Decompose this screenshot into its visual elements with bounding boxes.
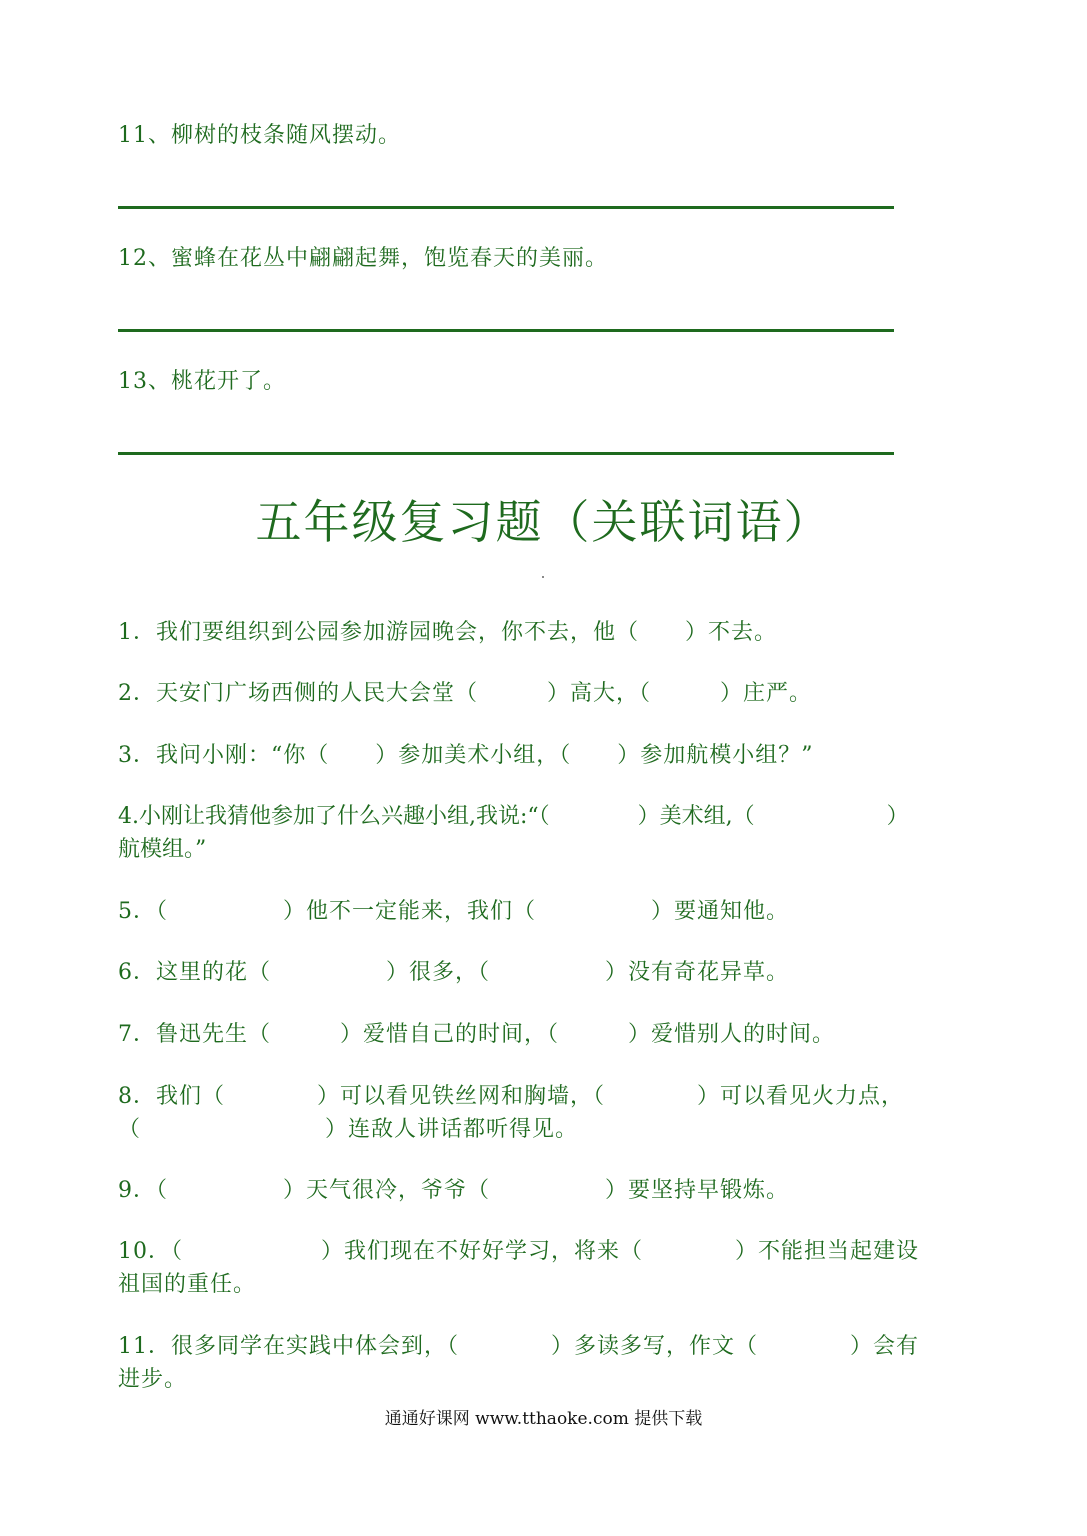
question-10 <box>118 1235 978 1301</box>
question-line: 8．我们（ ）可以看见铁丝网和胸墙，（ ）可以看见火力点， <box>118 1084 904 1109</box>
question-11 <box>118 1330 978 1396</box>
answer-line <box>118 206 894 209</box>
question-line: 7．鲁迅先生（ ）爱惜自己的时间，（ ）爱惜别人的时间。 <box>118 1022 835 1047</box>
question-line: 1．我们要组织到公园参加游园晚会，你不去，他（ ）不去。 <box>118 620 777 645</box>
page-title: 五年级复习题（关联词语） <box>255 495 832 549</box>
answer-line <box>118 452 894 455</box>
question-line: 祖国的重任。 <box>118 1272 257 1297</box>
question-6 <box>118 956 978 989</box>
question-4 <box>118 800 978 866</box>
question-8 <box>118 1080 978 1146</box>
question-line: 3．我问小刚：“你（ ）参加美术小组，（ ）参加航模小组？” <box>118 743 814 768</box>
question-line: 4.小刚让我猜他参加了什么兴趣小组,我说:“（ ）美术组,（ ） <box>118 804 909 829</box>
sentence-13: 13、桃花开了。 <box>118 369 286 394</box>
question-line: 11．很多同学在实践中体会到，（ ）多读多写，作文（ ）会有 <box>118 1334 919 1359</box>
question-line: 9．（ ）天气很冷，爷爷（ ）要坚持早锻炼。 <box>118 1178 789 1203</box>
question-line: 航模组。” <box>118 837 207 862</box>
question-2 <box>118 677 978 710</box>
question-line: 10．（ ）我们现在不好好学习，将来（ ）不能担当起建设 <box>118 1239 919 1264</box>
question-line: 进步。 <box>118 1367 188 1392</box>
question-line: 6．这里的花（ ）很多，（ ）没有奇花异草。 <box>118 960 789 985</box>
question-5 <box>118 895 978 928</box>
question-3 <box>118 739 978 772</box>
question-1 <box>118 616 978 649</box>
answer-line <box>118 329 894 332</box>
decorative-dot <box>542 576 544 578</box>
footer-source: 通通好课网 www.tthaoke.com 提供下载 <box>384 1409 703 1429</box>
question-9 <box>118 1174 978 1207</box>
question-7 <box>118 1018 978 1051</box>
sentence-11: 11、柳树的枝条随风摆动。 <box>118 123 401 148</box>
sentence-12: 12、蜜蜂在花丛中翩翩起舞，饱览春天的美丽。 <box>118 246 608 271</box>
question-line: （ ）连敌人讲话都听得见。 <box>118 1117 579 1142</box>
question-line: 5．（ ）他不一定能来，我们（ ）要通知他。 <box>118 899 789 924</box>
question-line: 2．天安门广场西侧的人民大会堂（ ）高大，（ ）庄严。 <box>118 681 812 706</box>
